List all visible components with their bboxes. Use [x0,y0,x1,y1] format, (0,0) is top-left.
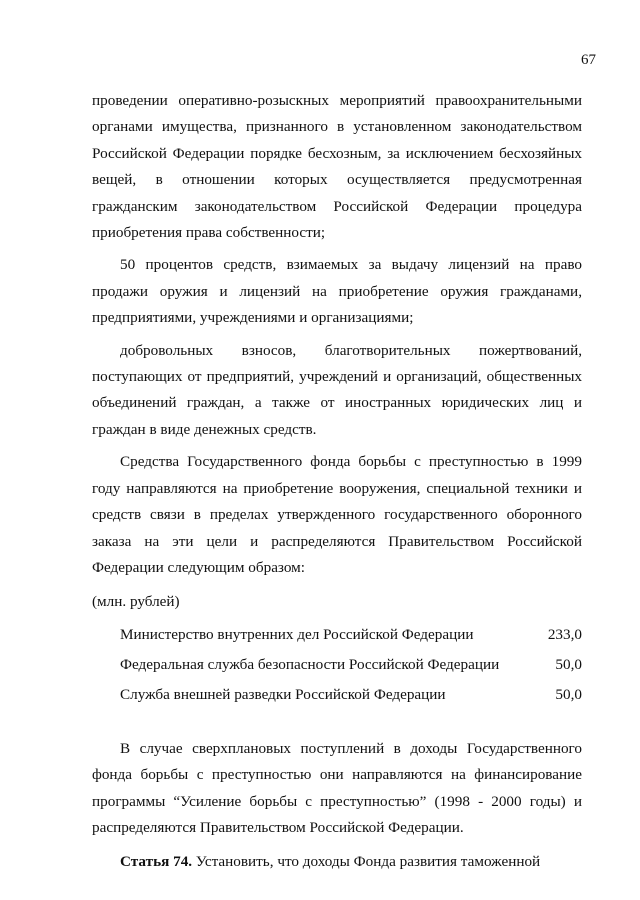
allocation-amount: 50,0 [555,685,582,703]
allocation-table [92,620,582,710]
article-heading: Статья 74. [120,853,193,871]
allocation-recipient: Служба внешней разведки Российской Федерации [120,685,446,703]
allocation-amount: 50,0 [555,655,582,673]
allocation-recipient: Федеральная служба безопасности Российской Федерации [120,655,500,673]
article-74 [92,849,582,875]
table-row [92,620,582,650]
document-body [92,88,582,876]
table-row [92,650,582,680]
paragraph-surplus-revenue: В случае сверхплановых поступлений в доходы Государственного фонда борьбы с преступностью они направляются на финансирование программы “Усиление борьбы с преступностью” (1998 - 2000 годы) и распределяются Правительством Российской Федерации. [92,739,582,836]
paragraph-property-clause: проведении оперативно-розыскных мероприятий правоохранительными органами имущества, признанного в установленном законодательством Российской Федерации порядке бесхозным, за исключением бесхозяйных вещей, в отношении которых осуществляется предусмотренная гражданским законодательством Российской Федерации процедура приобретения права собственности; [92,92,582,242]
page-number: 67 [581,52,596,68]
paragraph-donations: добровольных взносов, благотворительных пожертвований, поступающих от предприятий, учреждений и организаций, общественных объединений граждан, а также от иностранных юридических лиц и граждан в виде денежных средств. [92,341,582,438]
article-text: Установить, что доходы Фонда развития таможенной [192,853,541,871]
allocation-amount: 233,0 [547,625,582,643]
units-label: (млн. рублей) [92,593,180,611]
table-row [92,680,582,710]
allocation-recipient: Министерство внутренних дел Российской Федерации [120,625,474,643]
paragraph-fund-allocation: Средства Государственного фонда борьбы с преступностью в 1999 году направляются на приобретение вооружения, специальной техники и средств связи в пределах утвержденного государственного оборонного заказа на эти цели и распределяются Правительством Российской Федерации следующим образом: [92,453,582,576]
paragraph-license-fees: 50 процентов средств, взимаемых за выдачу лицензий на право продажи оружия и лицензий на приобретение оружия гражданами, предприятиями, учреждениями и организациями; [92,256,582,327]
